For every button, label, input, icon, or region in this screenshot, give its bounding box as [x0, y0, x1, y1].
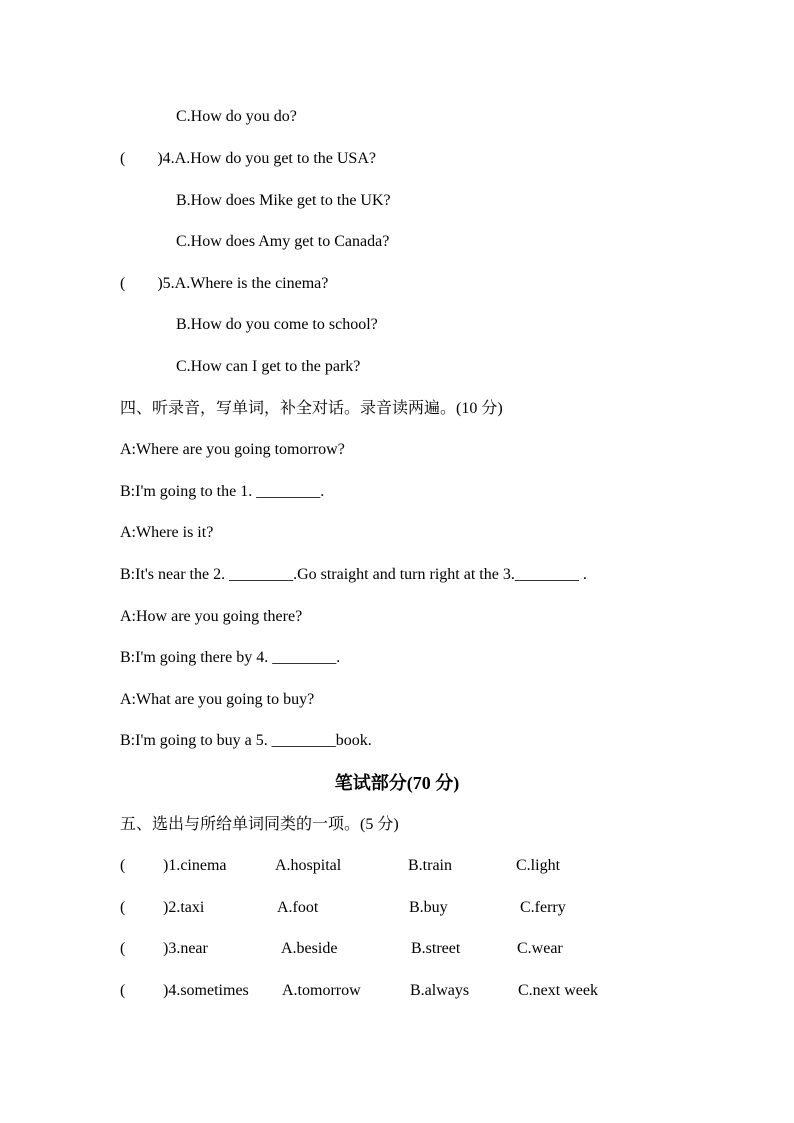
section-4-heading: 四、听录音，写单词，补全对话。录音读两遍。(10 分) [120, 400, 503, 417]
answer-paren: ( [120, 857, 126, 874]
option-a: A.beside [281, 940, 338, 957]
question-4: ( )4.A.How do you get to the USA? [120, 150, 376, 167]
written-part-title: 笔试部分(70 分) [334, 773, 460, 793]
question-5: ( )5.A.Where is the cinema? [120, 275, 329, 292]
option-text: B.How does Mike get to the UK? [176, 192, 391, 209]
option-text: C.How does Amy get to Canada? [176, 233, 390, 250]
dialogue-line: B:I'm going to the 1. ________. [120, 483, 325, 500]
section-5-heading: 五、选出与所给单词同类的一项。(5 分) [120, 816, 399, 833]
answer-paren: ( [120, 899, 126, 916]
dialogue-line: A:Where is it? [120, 524, 214, 541]
question-word: )1.cinema [163, 857, 227, 874]
option-text: C.How can I get to the park? [176, 358, 361, 375]
dialogue-line: B:I'm going to buy a 5. ________book. [120, 732, 372, 749]
question-word: )4.sometimes [163, 982, 249, 999]
option-a: A.foot [277, 899, 319, 916]
answer-paren: ( [120, 940, 126, 957]
dialogue-line: A:Where are you going tomorrow? [120, 441, 345, 458]
option-text: B.How do you come to school? [176, 316, 378, 333]
dialogue-line: B:I'm going there by 4. ________. [120, 649, 341, 666]
question-word: )2.taxi [163, 899, 205, 916]
option-a: A.hospital [275, 857, 342, 874]
option-b: B.always [410, 982, 470, 999]
option-c: C.light [516, 857, 561, 874]
option-b: B.buy [409, 899, 448, 916]
option-text: C.How do you do? [176, 108, 297, 125]
option-a: A.tomorrow [282, 982, 361, 999]
dialogue-line: A:How are you going there? [120, 608, 303, 625]
option-b: B.train [408, 857, 452, 874]
option-c: C.wear [517, 940, 563, 957]
dialogue-line: A:What are you going to buy? [120, 691, 315, 708]
option-b: B.street [411, 940, 461, 957]
question-word: )3.near [163, 940, 208, 957]
answer-paren: ( [120, 982, 126, 999]
dialogue-line: B:It's near the 2. ________.Go straight and turn right at the 3.________ . [120, 566, 587, 583]
option-c: C.ferry [520, 899, 566, 916]
option-c: C.next week [518, 982, 598, 999]
